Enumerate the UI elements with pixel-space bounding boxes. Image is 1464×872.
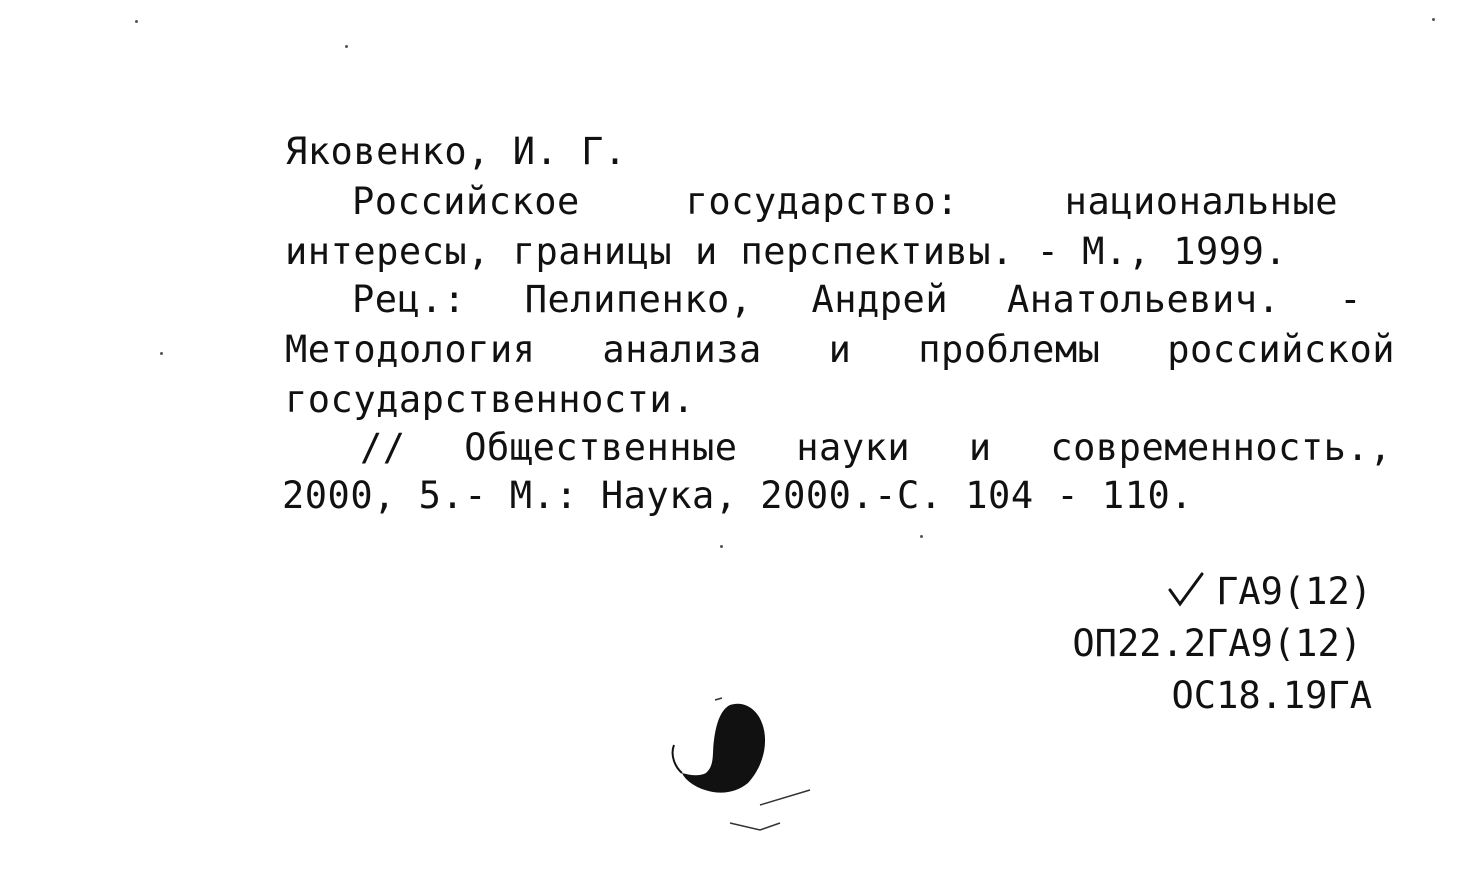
author-heading: Яковенко, И. Г. xyxy=(285,130,627,173)
title-line-2: интересы, границы и перспективы. - М., 1999. xyxy=(285,230,1288,273)
classification-code-3: ОС18.19ГА xyxy=(1171,674,1372,717)
classification-code-1 xyxy=(1072,566,1372,618)
title-line-1: Российское государство: национальные xyxy=(352,180,1338,223)
ink-blot-icon xyxy=(660,695,820,840)
classification-codes xyxy=(1072,566,1372,722)
scan-speck xyxy=(345,45,348,48)
review-line-1: Рец.: Пелипенко, Андрей Анатольевич. - xyxy=(352,278,1362,321)
source-line-1: // Общественные науки и современность., xyxy=(360,426,1392,469)
scan-speck xyxy=(160,352,163,355)
scan-speck xyxy=(135,20,138,23)
review-line-2: Методология анализа и проблемы российской xyxy=(285,328,1395,371)
scan-speck xyxy=(1432,18,1435,21)
classification-code-2: ОП22.2ГА9(12) xyxy=(1072,622,1362,665)
code-text-1: ГА9(12) xyxy=(1216,570,1372,613)
checkmark-icon xyxy=(1166,570,1206,610)
review-line-3: государственности. xyxy=(285,378,695,421)
source-line-2: 2000, 5.- М.: Наука, 2000.-С. 104 - 110. xyxy=(282,474,1194,517)
scan-speck xyxy=(920,535,923,538)
scan-speck xyxy=(720,545,723,548)
